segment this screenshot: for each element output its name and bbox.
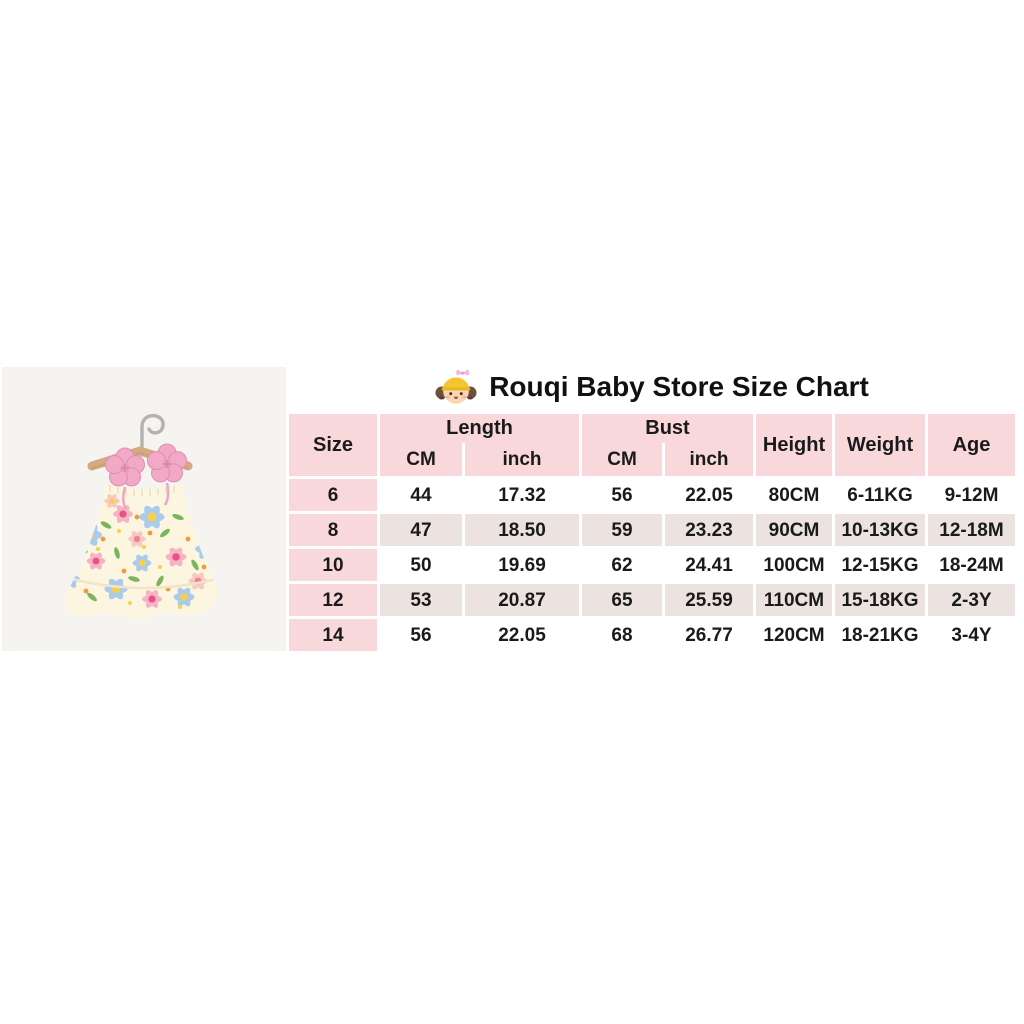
dress-photo-illustration (2, 367, 286, 651)
size-cell: 8 (289, 514, 377, 546)
size-cell: 14 (289, 619, 377, 651)
data-cell: 50 (380, 549, 462, 581)
data-cell: 10-13KG (835, 514, 925, 546)
data-cell: 25.59 (665, 584, 753, 616)
data-cell: 20.87 (465, 584, 579, 616)
data-cell: 26.77 (665, 619, 753, 651)
data-cell: 12-15KG (835, 549, 925, 581)
header-length: Length (380, 414, 579, 443)
data-cell: 68 (582, 619, 662, 651)
data-cell: 2-3Y (928, 584, 1015, 616)
data-cell: 3-4Y (928, 619, 1015, 651)
data-cell: 100CM (756, 549, 832, 581)
page-title: Rouqi Baby Store Size Chart (489, 371, 869, 402)
data-cell: 120CM (756, 619, 832, 651)
data-cell: 110CM (756, 584, 832, 616)
data-cell: 22.05 (665, 479, 753, 511)
data-cell: 65 (582, 584, 662, 616)
product-photo (2, 367, 286, 651)
data-cell: 12-18M (928, 514, 1015, 546)
data-cell: 44 (380, 479, 462, 511)
header-size: Size (289, 414, 377, 476)
data-cell: 56 (582, 479, 662, 511)
title-row (289, 364, 1015, 410)
header-bust: Bust (582, 414, 753, 443)
data-cell: 62 (582, 549, 662, 581)
girl-emoji-icon (435, 366, 477, 408)
header-length-group (380, 414, 579, 476)
header-weight: Weight (835, 414, 925, 476)
data-cell: 47 (380, 514, 462, 546)
size-cell: 12 (289, 584, 377, 616)
data-cell: 23.23 (665, 514, 753, 546)
data-cell: 18-21KG (835, 619, 925, 651)
data-cell: 59 (582, 514, 662, 546)
data-cell: 90CM (756, 514, 832, 546)
data-cell: 22.05 (465, 619, 579, 651)
data-cell: 18.50 (465, 514, 579, 546)
data-cell: 15-18KG (835, 584, 925, 616)
header-length-cm: CM (380, 443, 462, 476)
data-cell: 17.32 (465, 479, 579, 511)
header-bust-inch: inch (665, 443, 753, 476)
header-length-inch: inch (465, 443, 579, 476)
data-cell: 18-24M (928, 549, 1015, 581)
size-cell: 10 (289, 549, 377, 581)
header-age: Age (928, 414, 1015, 476)
header-bust-group (582, 414, 753, 476)
data-cell: 53 (380, 584, 462, 616)
header-height: Height (756, 414, 832, 476)
data-cell: 19.69 (465, 549, 579, 581)
data-cell: 9-12M (928, 479, 1015, 511)
data-cell: 24.41 (665, 549, 753, 581)
data-cell: 80CM (756, 479, 832, 511)
header-bust-cm: CM (582, 443, 662, 476)
size-cell: 6 (289, 479, 377, 511)
data-cell: 6-11KG (835, 479, 925, 511)
size-chart-table (289, 414, 1015, 651)
data-cell: 56 (380, 619, 462, 651)
